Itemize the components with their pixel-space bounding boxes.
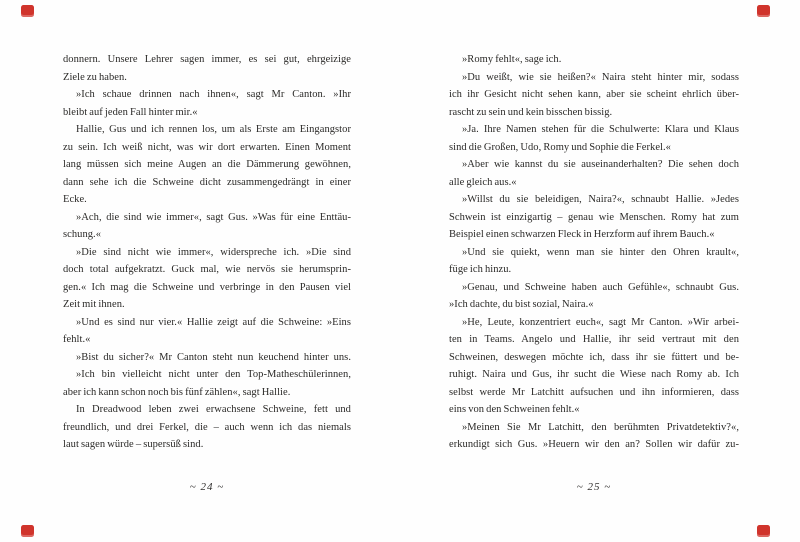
text-line: »Aber wie kannst du sie auseinanderhalten? Die sehen doch bbox=[462, 159, 739, 170]
corner-marker-top-right-icon bbox=[757, 5, 770, 17]
text-line: In Dreadwood leben zwei erwachsene Schweine, fett und bbox=[76, 404, 351, 415]
corner-marker-top-left-icon bbox=[21, 5, 34, 17]
text-line: »Du weißt, wie sie heißen?« Naira steht hinter mir, sodass bbox=[462, 71, 739, 83]
corner-marker-bottom-left-icon bbox=[21, 525, 34, 537]
text-line: dann sehe ich die Schweine dicht zusammengedrängt in einer bbox=[63, 176, 351, 188]
text-line: bleibt auf jeden Fall hinter mir.« bbox=[63, 106, 198, 118]
text-line: »Bist du sicher?« Mr Canton steht nun keuchend hinter uns. bbox=[76, 351, 351, 363]
text-line: »Und sie quiekt, wenn man sie hinter den Ohren krault«, bbox=[462, 246, 739, 258]
text-line: »Genau, und Schweine haben auch Gefühle«, schnaubt Gus. bbox=[462, 281, 739, 293]
book-page-left bbox=[63, 51, 351, 493]
text-line: »Ich dachte, du bist sozial, Naira.« bbox=[449, 299, 594, 310]
text-line: zu sein. Ich weiß nicht, was wir dort erwarten. Einen Moment bbox=[63, 141, 351, 153]
text-line: schung.« bbox=[63, 229, 102, 240]
text-line: Schwein ist einzigartig – genau wie Menschen. Romy hat zum bbox=[449, 211, 739, 223]
text-line: alle gleich aus.« bbox=[449, 176, 517, 188]
page-text bbox=[63, 51, 351, 454]
text-line: erkundigt sich Gus. »Heuern wir den an? Sollen wir dafür zu- bbox=[449, 439, 739, 450]
text-line: »Ich bin vielleicht nicht unter den Top-Matheschülerinnen, bbox=[76, 369, 351, 380]
corner-marker-bottom-right-icon bbox=[757, 525, 770, 537]
text-line: selbst werde Mr Latchitt aufsuchen und ihn informieren, dass bbox=[449, 386, 739, 398]
text-line: donnern. Unsere Lehrer sagen immer, es sei gut, ehrgeizige bbox=[63, 54, 351, 65]
book-page-right bbox=[449, 51, 739, 493]
text-line: »Romy fehlt«, sage ich. bbox=[462, 54, 562, 65]
text-line: laut sagen würde – supersüß sind. bbox=[63, 439, 204, 450]
text-line: fehlt.« bbox=[63, 334, 91, 345]
page-number: ~ 24 ~ bbox=[189, 481, 225, 493]
text-line: aber ich kann schon noch bis fünf zählen«, sagt Hallie. bbox=[63, 386, 291, 398]
text-line: lang müssen sich meine Augen an die Dämmerung gewöhnen, bbox=[63, 159, 351, 170]
page-number: ~ 25 ~ bbox=[576, 481, 612, 493]
text-line: Ziele zu haben. bbox=[63, 71, 127, 83]
text-line: »Ja. Ihre Namen stehen für die Schulwerte: Klara und Klaus bbox=[462, 124, 739, 135]
text-line: eins von den Schweinen fehlt.« bbox=[449, 404, 580, 415]
text-line: »Meinen Sie Mr Latchitt, den berühmten Privatdetektiv?«, bbox=[462, 421, 739, 433]
text-line: »He, Leute, konzentriert euch«, sagt Mr Canton. »Wir arbei- bbox=[462, 316, 739, 328]
text-line: »Willst du sie beleidigen, Naira?«, schnaubt Hallie. »Jedes bbox=[462, 194, 739, 205]
text-line: freundlich, und drei Ferkel, die – auch wenn ich das niemals bbox=[63, 421, 351, 433]
text-line: Schweinen, deswegen möchte ich, dass ihr sie füttert und be- bbox=[449, 351, 739, 363]
page-text bbox=[449, 51, 739, 454]
text-line: »Ich schaue drinnen nach ihnen«, sagt Mr Canton. »Ihr bbox=[76, 89, 351, 100]
text-line: Hallie, Gus und ich rennen los, um als Erste am Eingangstor bbox=[76, 124, 351, 135]
text-line: »Die sind nicht wie immer«, widerspreche ich. »Die sind bbox=[76, 246, 351, 258]
text-line: Beispiel einen schwarzen Fleck in Herzform auf ihrem Bauch.« bbox=[449, 229, 715, 240]
text-line: sind die Großen, Udo, Romy und Sophie die Ferkel.« bbox=[449, 141, 671, 153]
text-line: füge ich hinzu. bbox=[449, 264, 512, 275]
text-line: gen.« Ich mag die Schweine und verbringe in den Pausen viel bbox=[63, 281, 351, 293]
text-line: Zeit mit ihnen. bbox=[63, 299, 125, 310]
text-line: ten in Teams. Angelo und Hallie, ihr seid vertraut mit den bbox=[449, 334, 739, 345]
text-line: Ecke. bbox=[63, 194, 87, 205]
text-line: doch total aufgekratzt. Guck mal, wie nervös sie herumsprin- bbox=[63, 264, 351, 275]
text-line: »Ach, die sind wie immer«, sagt Gus. »Was für eine Enttäu- bbox=[76, 211, 351, 223]
text-line: ruhigt. Naira und Gus, ihr sucht die Wiese nach Romy ab. Ich bbox=[449, 369, 739, 380]
text-line: »Und es sind nur vier.« Hallie zeigt auf die Schweine: »Eins bbox=[76, 316, 351, 328]
text-line: ich ihr Gesicht nicht sehen kann, aber sie scheint ehrlich über- bbox=[449, 89, 739, 100]
text-line: rascht zu sein und kein bisschen bissig. bbox=[449, 106, 613, 118]
